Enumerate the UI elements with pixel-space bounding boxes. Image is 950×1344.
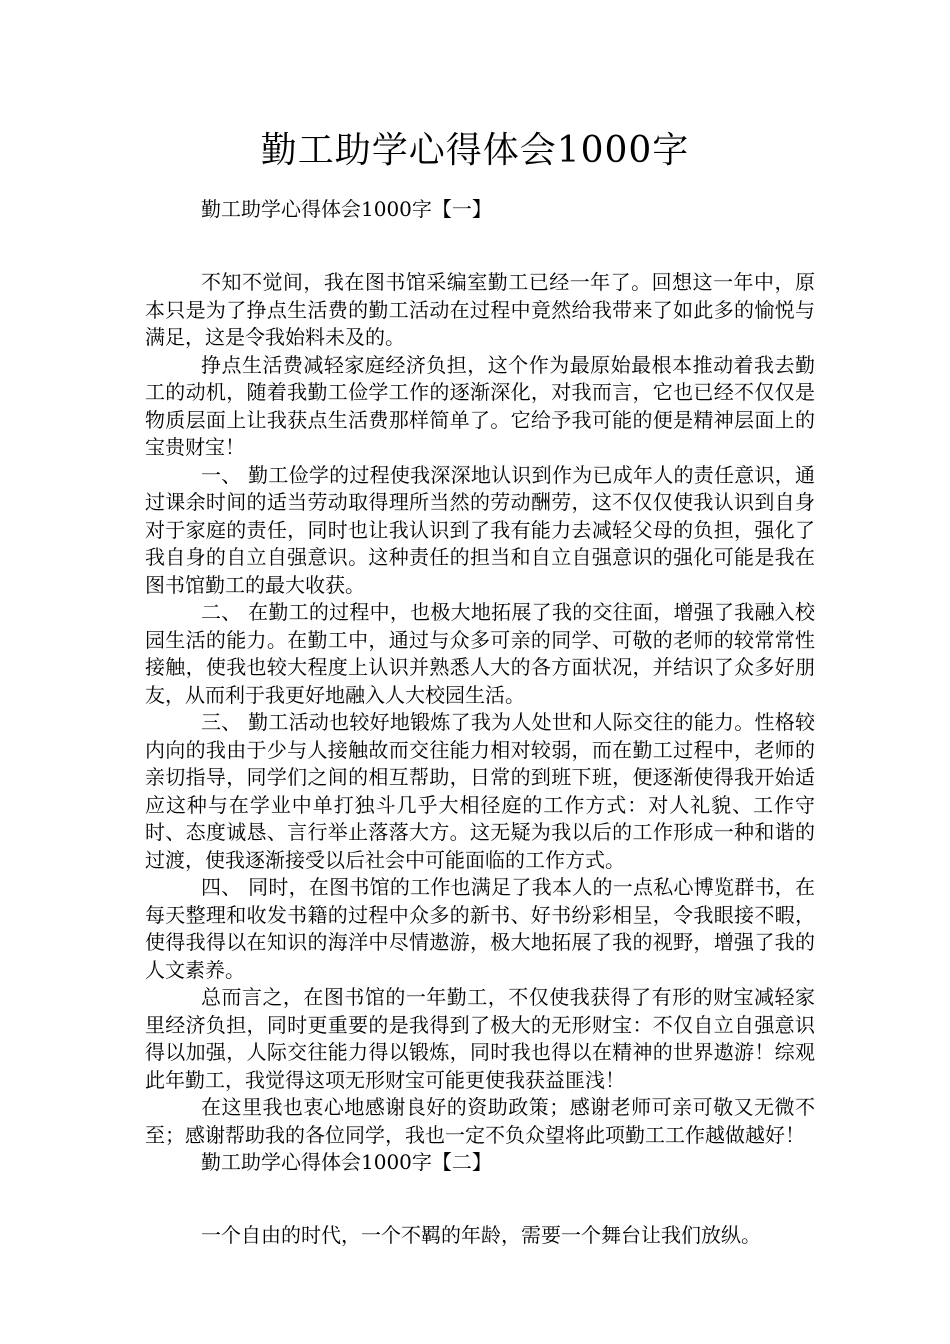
section-one-heading: 勤工助学心得体会1000字【一】 (201, 197, 492, 221)
body-paragraph: 一个自由的时代，一个不羁的年龄，需要一个舞台让我们放纵。 (201, 1223, 761, 1247)
document-title: 勤工助学心得体会1000字 (260, 130, 690, 171)
body-paragraph: 二、 在勤工的过程中，也极大地拓展了我的交往面，增强了我融入校园生活的能力。在勤工中，通过与众多可亲的同学、可敬的老师的较常常性接触，使我也较大程度上认识并熟悉人大的各方面状况，并结识了众多好朋友，从而利于我更好地融入人大校园生活。 (145, 600, 815, 707)
blank-line (145, 1177, 815, 1205)
body-paragraph: 总而言之，在图书馆的一年勤工，不仅使我获得了有形的财宝减轻家里经济负担，同时更重要的是我得到了极大的无形财宝：不仅自立自强意识得以加强，人际交往能力得以锻炼，同时我也得以在精神的世界遨游！综观此年勤工，我觉得这项无形财宝可能更使我获益匪浅！ (145, 985, 815, 1092)
document-body (145, 196, 815, 1250)
blank-line (145, 224, 815, 252)
body-paragraph: 不知不觉间，我在图书馆采编室勤工已经一年了。回想这一年中，原本只是为了挣点生活费的勤工活动在过程中竟然给我带来了如此多的愉悦与满足，这是令我始料未及的。 (145, 270, 815, 349)
body-paragraph: 一、 勤工俭学的过程使我深深地认识到作为已成年人的责任意识，通过课余时间的适当劳动取得理所当然的劳动酬劳，这不仅仅使我认识到自身对于家庭的责任，同时也让我认识到了我有能力去减轻父母的负担，强化了我自身的自立自强意识。这种责任的担当和自立自强意识的强化可能是我在图书馆勤工的最大收获。 (145, 462, 815, 597)
body-paragraph: 挣点生活费减轻家庭经济负担，这个作为最原始最根本推动着我去勤工的动机，随着我勤工俭学工作的逐渐深化，对我而言，它也已经不仅仅是物质层面上让我获点生活费那样简单了。它给予我可能的便是精神层面上的宝贵财宝！ (145, 352, 815, 459)
body-paragraph: 三、 勤工活动也较好地锻炼了我为人处世和人际交往的能力。性格较内向的我由于少与人接触故而交往能力相对较弱，而在勤工过程中，老师的亲切指导，同学们之间的相互帮助，日常的到班下班，便逐渐使得我开始适应这种与在学业中单打独斗几乎大相径庭的工作方式：对人礼貌、工作守时、态度诚恳、言行举止落落大方。这无疑为我以后的工作形成一种和谐的过渡，使我逐渐接受以后社会中可能面临的工作方式。 (145, 710, 815, 872)
body-paragraph: 四、 同时，在图书馆的工作也满足了我本人的一点私心博览群书，在每天整理和收发书籍的过程中众多的新书、好书纷彩相呈，令我眼接不暇，使得我得以在知识的海洋中尽情遨游，极大地拓展了我的视野，增强了我的人文素养。 (145, 875, 815, 982)
section-two-heading: 勤工助学心得体会1000字【二】 (201, 1150, 492, 1174)
body-paragraph: 在这里我也衷心地感谢良好的资助政策；感谢老师可亲可敬又无微不至；感谢帮助我的各位同学，我也一定不负众望将此项勤工工作越做越好！ (145, 1095, 815, 1147)
